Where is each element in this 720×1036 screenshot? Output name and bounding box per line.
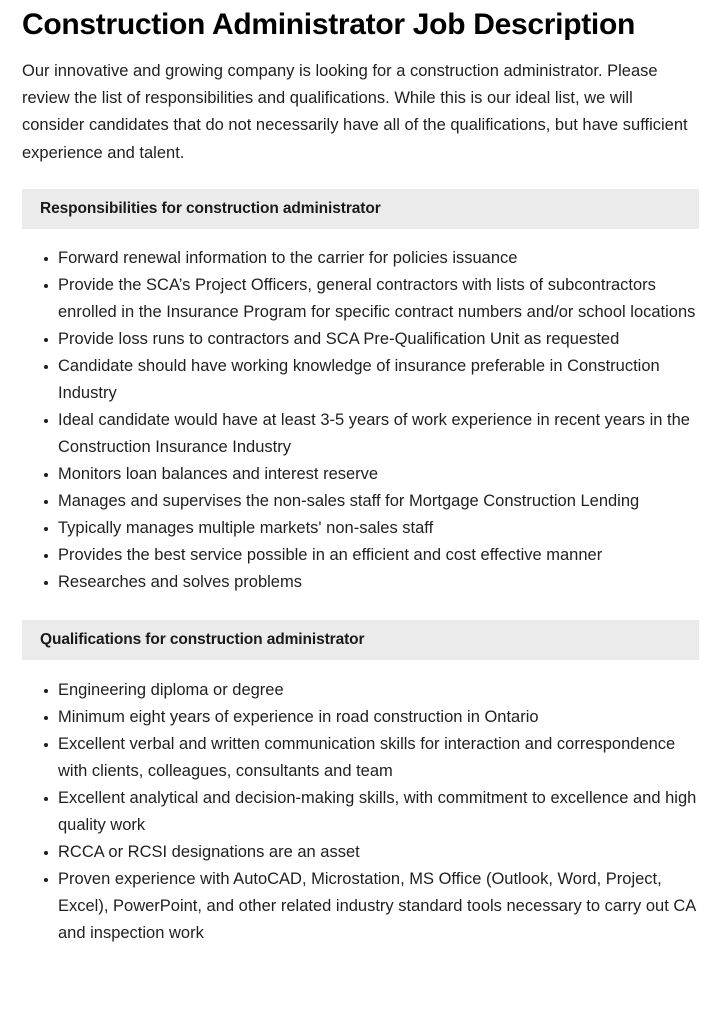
list-item: Researches and solves problems bbox=[22, 569, 698, 596]
list-item: Candidate should have working knowledge of insurance preferable in Construction Industry bbox=[22, 353, 698, 407]
section-header-responsibilities bbox=[22, 189, 699, 229]
list-item: Excellent verbal and written communication skills for interaction and correspondence with clients, colleagues, consultants and team bbox=[22, 731, 698, 785]
section-header-qualifications bbox=[22, 620, 699, 660]
list-item: RCCA or RCSI designations are an asset bbox=[22, 839, 698, 866]
list-item: Forward renewal information to the carrier for policies issuance bbox=[22, 245, 698, 272]
list-item: Manages and supervises the non-sales staff for Mortgage Construction Lending bbox=[22, 488, 698, 515]
list-item: Minimum eight years of experience in road construction in Ontario bbox=[22, 704, 698, 731]
list-item: Provides the best service possible in an efficient and cost effective manner bbox=[22, 542, 698, 569]
section-responsibilities bbox=[22, 189, 698, 596]
list-item: Provide the SCA’s Project Officers, general contractors with lists of subcontractors enrolled in the Insurance Program for specific contract numbers and/or school locations bbox=[22, 272, 698, 326]
section-heading-label: Qualifications for construction administrator bbox=[40, 630, 365, 648]
list-item: Ideal candidate would have at least 3-5 years of work experience in recent years in the Construction Insurance Industry bbox=[22, 407, 698, 461]
list-item: Monitors loan balances and interest reserve bbox=[22, 461, 698, 488]
job-description-document bbox=[0, 6, 720, 947]
section-heading-label: Responsibilities for construction administrator bbox=[40, 199, 381, 217]
list-item: Excellent analytical and decision-making skills, with commitment to excellence and high quality work bbox=[22, 785, 698, 839]
intro-paragraph: Our innovative and growing company is looking for a construction administrator. Please review the list of responsibilities and qualifications. While this is our ideal list, we will consider candidates that do not necessarily have all of the qualifications, but have sufficient experience and talent. bbox=[22, 62, 688, 162]
qualifications-list bbox=[22, 677, 698, 947]
list-item: Provide loss runs to contractors and SCA Pre-Qualification Unit as requested bbox=[22, 326, 698, 353]
responsibilities-list bbox=[22, 245, 698, 596]
list-item: Engineering diploma or degree bbox=[22, 677, 698, 704]
section-qualifications bbox=[22, 620, 698, 947]
list-item: Typically manages multiple markets' non-sales staff bbox=[22, 515, 698, 542]
page-title: Construction Administrator Job Description bbox=[22, 8, 635, 41]
list-item: Proven experience with AutoCAD, Microstation, MS Office (Outlook, Word, Project, Excel), PowerPoint, and other related industry standard tools necessary to carry out CA and inspection work bbox=[22, 866, 698, 947]
